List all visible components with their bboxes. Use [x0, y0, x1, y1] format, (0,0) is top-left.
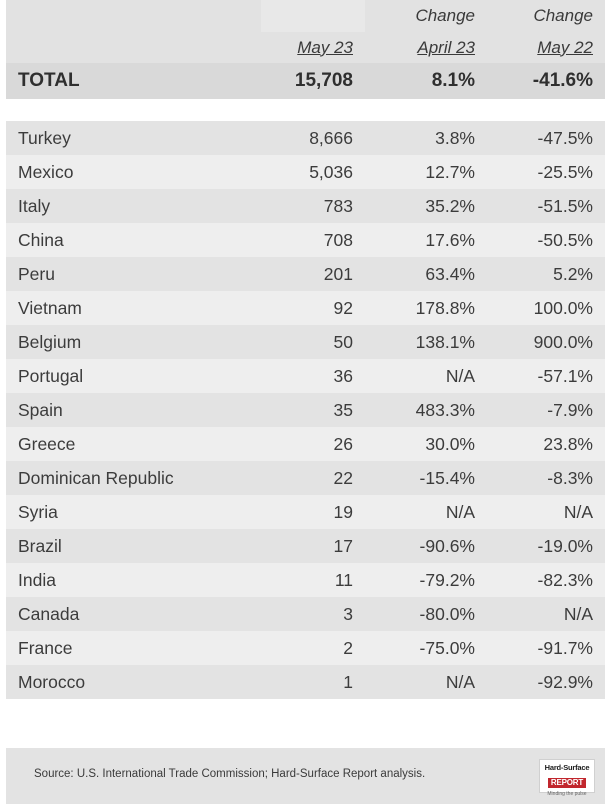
row-change-april: 138.1%: [365, 325, 487, 359]
table-header-period-row: [6, 32, 605, 63]
table-row: [6, 563, 605, 597]
total-change-may: -41.6%: [487, 63, 605, 99]
table-header-change-row: [6, 0, 605, 32]
row-value: 11: [261, 563, 365, 597]
row-change-may: N/A: [487, 495, 605, 529]
row-value: 17: [261, 529, 365, 563]
row-country: France: [6, 631, 261, 665]
table-row: [6, 189, 605, 223]
header-change-april-label: Change: [365, 0, 487, 32]
table-spacer-cell: [6, 99, 605, 121]
row-value: 1: [261, 665, 365, 699]
row-change-april: -80.0%: [365, 597, 487, 631]
row-country: Dominican Republic: [6, 461, 261, 495]
row-change-april: 17.6%: [365, 223, 487, 257]
row-country: Greece: [6, 427, 261, 461]
row-change-april: 178.8%: [365, 291, 487, 325]
row-change-april: 12.7%: [365, 155, 487, 189]
header-blank-cell: [261, 0, 365, 32]
table-row: [6, 291, 605, 325]
row-country: Peru: [6, 257, 261, 291]
row-value: 36: [261, 359, 365, 393]
table-row: [6, 427, 605, 461]
row-country: India: [6, 563, 261, 597]
table-row: [6, 393, 605, 427]
imports-by-country-table: [6, 0, 605, 699]
row-value: 22: [261, 461, 365, 495]
row-change-april: -79.2%: [365, 563, 487, 597]
table-row: [6, 325, 605, 359]
logo-line-3: Minding the pulse: [547, 791, 587, 797]
footer-bar: [6, 748, 605, 804]
row-change-may: -7.9%: [487, 393, 605, 427]
row-value: 35: [261, 393, 365, 427]
row-value: 708: [261, 223, 365, 257]
row-country: Mexico: [6, 155, 261, 189]
row-change-may: -8.3%: [487, 461, 605, 495]
total-value: 15,708: [261, 63, 365, 99]
row-country: Italy: [6, 189, 261, 223]
row-change-may: -47.5%: [487, 121, 605, 155]
total-change-april: 8.1%: [365, 63, 487, 99]
table-row: [6, 257, 605, 291]
row-country: Brazil: [6, 529, 261, 563]
row-value: 201: [261, 257, 365, 291]
row-country: Syria: [6, 495, 261, 529]
row-change-april: 35.2%: [365, 189, 487, 223]
row-country: Canada: [6, 597, 261, 631]
hard-surface-report-logo: [539, 759, 595, 797]
row-value: 783: [261, 189, 365, 223]
header-period-may23: May 23: [261, 32, 365, 63]
row-value: 3: [261, 597, 365, 631]
row-value: 19: [261, 495, 365, 529]
row-value: 50: [261, 325, 365, 359]
row-country: Belgium: [6, 325, 261, 359]
row-change-april: -90.6%: [365, 529, 487, 563]
row-country: Morocco: [6, 665, 261, 699]
row-change-april: N/A: [365, 495, 487, 529]
row-value: 2: [261, 631, 365, 665]
row-change-may: 900.0%: [487, 325, 605, 359]
table-row: [6, 121, 605, 155]
total-label: TOTAL: [6, 63, 261, 99]
header-change-may-label: Change: [487, 0, 605, 32]
source-note: Source: U.S. International Trade Commission; Hard-Surface Report analysis.: [34, 768, 426, 780]
table-row: [6, 665, 605, 699]
row-change-may: -91.7%: [487, 631, 605, 665]
table-row: [6, 631, 605, 665]
table-row: [6, 529, 605, 563]
row-change-april: 30.0%: [365, 427, 487, 461]
row-country: Spain: [6, 393, 261, 427]
row-change-may: 23.8%: [487, 427, 605, 461]
header-period-april23: April 23: [365, 32, 487, 63]
table-row: [6, 461, 605, 495]
row-change-april: 63.4%: [365, 257, 487, 291]
row-value: 8,666: [261, 121, 365, 155]
row-change-may: -51.5%: [487, 189, 605, 223]
row-change-april: N/A: [365, 665, 487, 699]
row-change-april: 483.3%: [365, 393, 487, 427]
row-change-april: N/A: [365, 359, 487, 393]
logo-line-1: Hard-Surface: [544, 763, 590, 772]
row-change-april: -75.0%: [365, 631, 487, 665]
header-period-may22: May 22: [487, 32, 605, 63]
row-change-may: N/A: [487, 597, 605, 631]
table-row: [6, 495, 605, 529]
row-change-april: -15.4%: [365, 461, 487, 495]
row-change-may: -57.1%: [487, 359, 605, 393]
table-spacer-row: [6, 99, 605, 121]
row-change-may: -25.5%: [487, 155, 605, 189]
row-change-may: 5.2%: [487, 257, 605, 291]
table-row: [6, 359, 605, 393]
table-row: [6, 155, 605, 189]
row-change-may: -50.5%: [487, 223, 605, 257]
total-row: [6, 63, 605, 99]
row-value: 5,036: [261, 155, 365, 189]
row-value: 92: [261, 291, 365, 325]
row-country: Turkey: [6, 121, 261, 155]
row-change-may: -92.9%: [487, 665, 605, 699]
header-country-cell: [6, 32, 261, 63]
row-country: Vietnam: [6, 291, 261, 325]
row-country: Portugal: [6, 359, 261, 393]
row-change-may: -19.0%: [487, 529, 605, 563]
table-row: [6, 597, 605, 631]
row-value: 26: [261, 427, 365, 461]
table-row: [6, 223, 605, 257]
header-corner-cell: [6, 0, 261, 32]
logo-line-2: REPORT: [548, 778, 586, 788]
row-change-april: 3.8%: [365, 121, 487, 155]
row-change-may: -82.3%: [487, 563, 605, 597]
row-change-may: 100.0%: [487, 291, 605, 325]
row-country: China: [6, 223, 261, 257]
